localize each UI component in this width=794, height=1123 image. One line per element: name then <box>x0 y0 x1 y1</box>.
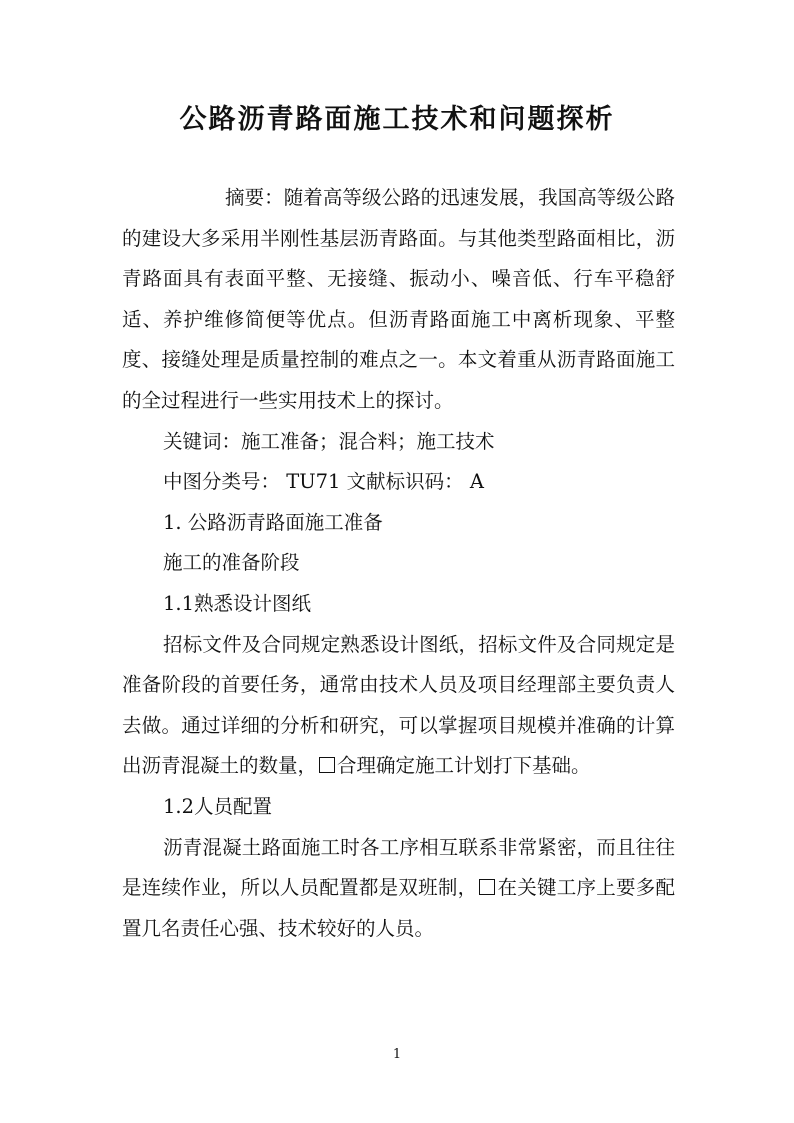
section-1-2-heading: 1.2人员配置 <box>163 794 273 818</box>
section-1-1-text-part-1: 招标文件及合同规定熟悉设计图纸，招标文件及合同规定是准备阶段的首要任务，通常由技术人员及项目经理部主要负责人去做。通过详细的分析和研究，可以掌握项目规模并准确的计算出沥青混凝土的数量， <box>122 632 675 778</box>
section-1-1-paragraph <box>122 625 675 787</box>
abstract-paragraph: 摘要：随着高等级公路的迅速发展，我国高等级公路的建设大多采用半刚性基层沥青路面。与其他类型路面相比，沥青路面具有表面平整、无接缝、振动小、噪音低、行车平稳舒适、养护维修简便等优点。但沥青路面施工中离析现象、平整度、接缝处理是质量控制的难点之一。本文着重从沥青路面施工的全过程进行一些实用技术上的探讨。 <box>122 186 675 412</box>
section-1-heading: 1. 公路沥青路面施工准备 <box>163 510 383 534</box>
section-1-2-text-part-2: 在关键工序上要多配置几名责任心强、技术较好的人员。 <box>122 876 675 940</box>
document-body <box>122 178 675 949</box>
section-1-1-heading: 1.1熟悉设计图纸 <box>163 591 312 615</box>
section-1-2-text-part-1: 沥青混凝土路面施工时各工序相互联系非常紧密，而且往往是连续作业，所以人员配置都是双班制， <box>122 835 675 900</box>
section-1-1-text-part-2: 合理确定施工计划打下基础。 <box>337 754 591 778</box>
section-1-2-paragraph <box>122 828 675 950</box>
page-number: 1 <box>392 1047 402 1062</box>
missing-glyph-box-icon <box>479 879 495 895</box>
keywords-line: 关键词：施工准备；混合料；施工技术 <box>163 429 495 453</box>
classification-line: 中图分类号： TU71 文献标识码： A <box>163 470 484 494</box>
missing-glyph-box-icon <box>319 757 335 773</box>
section-1-subheading: 施工的准备阶段 <box>163 551 300 575</box>
document-title: 公路沥青路面施工技术和问题探析 <box>179 104 615 135</box>
